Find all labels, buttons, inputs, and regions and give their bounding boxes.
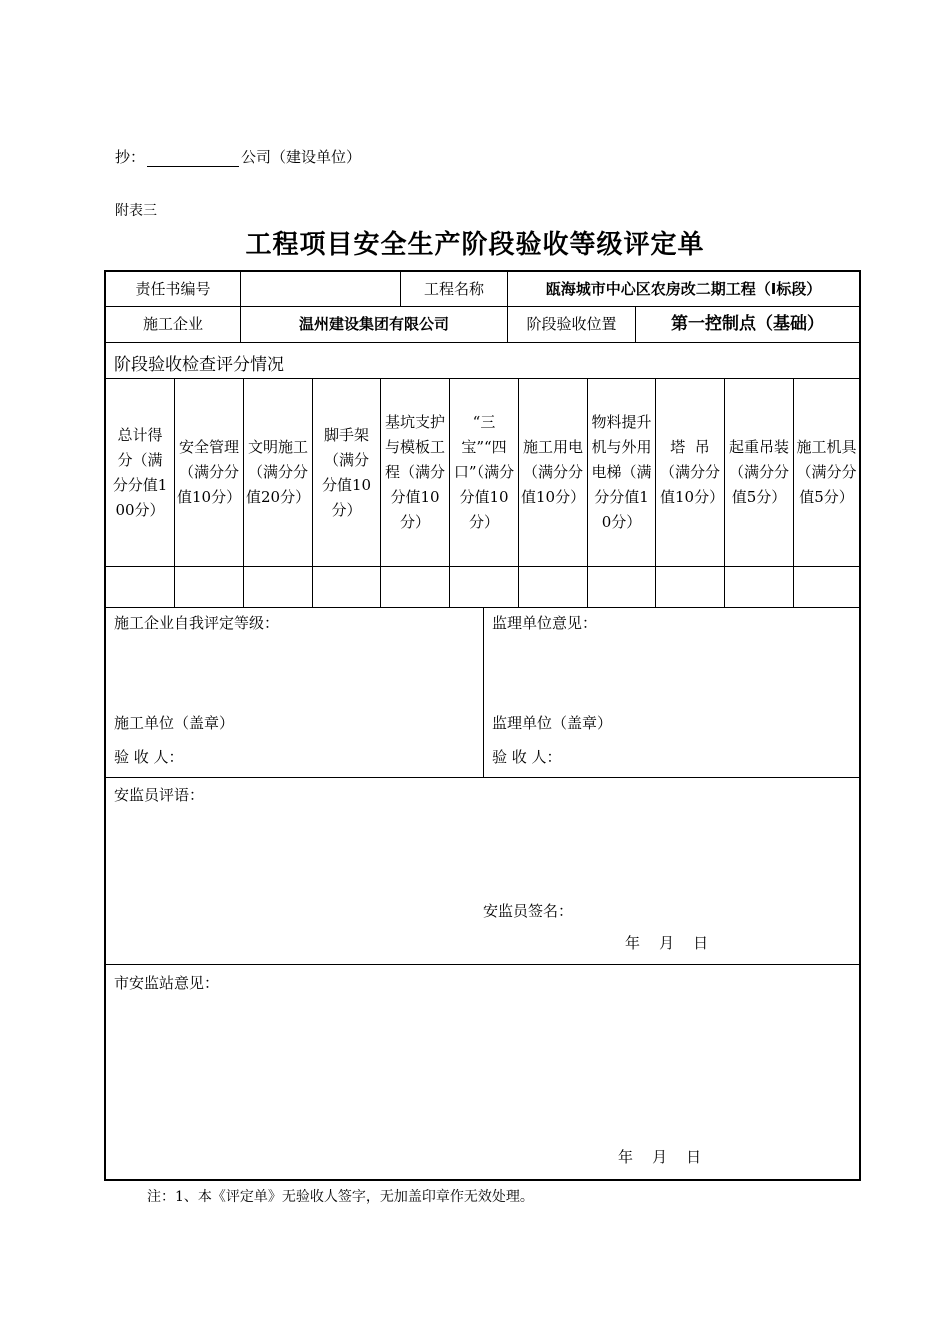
project-name-value[interactable]: 瓯海城市中心区农房改二期工程（I标段）: [545, 279, 822, 298]
self-eval-title: 施工企业自我评定等级：: [114, 614, 280, 632]
supervisor-title: 监理单位意见：: [492, 614, 598, 632]
score-cell[interactable]: [588, 567, 655, 607]
city-station-title: 市安监站意见：: [114, 974, 220, 992]
col-three-treasures: “三宝”“四口”（满分分值10分）: [453, 413, 515, 531]
col-hoisting: 起重吊装（满分分值5分）: [728, 438, 789, 506]
supervisor-acceptor: 验 收 人：: [492, 748, 562, 766]
score-cell[interactable]: [313, 567, 380, 607]
self-eval-stamp: 施工单位（盖章）: [114, 714, 235, 732]
cc-line: [115, 146, 361, 167]
responsibility-no-label: 责任书编号: [135, 279, 211, 298]
score-cell[interactable]: [794, 567, 859, 607]
inspector-title: 安监员评语：: [114, 786, 205, 804]
col-scaffolding: 脚手架（满分分值10分）: [321, 425, 372, 519]
col-construction-tools: 施工机具（满分分值5分）: [796, 438, 857, 506]
contractor-value[interactable]: 温州建设集团有限公司: [298, 315, 449, 333]
score-cell[interactable]: [106, 567, 174, 607]
col-civilized-construction: 文明施工（满分分值20分）: [246, 438, 311, 506]
evaluation-form: [104, 270, 861, 1181]
inspector-date: 年 月 日: [625, 934, 709, 952]
score-cell[interactable]: [519, 567, 587, 607]
stage-position-value[interactable]: 第一控制点（基础）: [671, 314, 824, 334]
row-divider: [106, 964, 859, 965]
responsibility-no-field[interactable]: [241, 272, 400, 306]
cc-suffix: 公司（建设单位）: [241, 148, 362, 166]
col-foundation-support: 基坑支护与模板工程（满分分值10分）: [384, 413, 445, 531]
city-station-date: 年 月 日: [618, 1148, 702, 1166]
row-divider: [106, 777, 859, 778]
stage-position-label: 阶段验收位置: [526, 315, 617, 333]
score-cell[interactable]: [175, 567, 243, 607]
score-cell[interactable]: [656, 567, 724, 607]
appendix-label: 附表三: [115, 203, 157, 219]
score-cell[interactable]: [244, 567, 312, 607]
row-divider: [106, 342, 859, 343]
project-name-label: 工程名称: [423, 279, 484, 298]
cc-prefix: 抄：: [115, 148, 146, 166]
section-title: 阶段验收检查评分情况: [114, 355, 284, 375]
col-tower-crane: 塔 吊（满分分值10分）: [660, 438, 725, 506]
score-cell[interactable]: [450, 567, 518, 607]
col-divider: [483, 607, 484, 777]
col-material-lift: 物料提升机与外用电梯（满分分值10分）: [591, 413, 652, 531]
self-eval-acceptor: 验 收 人：: [114, 748, 184, 766]
cc-blank[interactable]: [147, 150, 239, 167]
supervisor-stamp: 监理单位（盖章）: [492, 714, 613, 732]
score-cell[interactable]: [725, 567, 793, 607]
form-title: 工程项目安全生产阶段验收等级评定单: [245, 230, 705, 260]
col-total-score: 总计得分（满分分值100分）: [112, 425, 168, 519]
contractor-label: 施工企业: [142, 315, 203, 333]
score-cell[interactable]: [381, 567, 449, 607]
col-electricity: 施工用电（满分分值10分）: [521, 438, 586, 506]
inspector-signature: 安监员签名：: [483, 902, 574, 920]
col-safety-management: 安全管理（满分分值10分）: [177, 438, 242, 506]
footnote: 注：1、本《评定单》无验收人签字，无加盖印章作无效处理。: [147, 1189, 534, 1205]
